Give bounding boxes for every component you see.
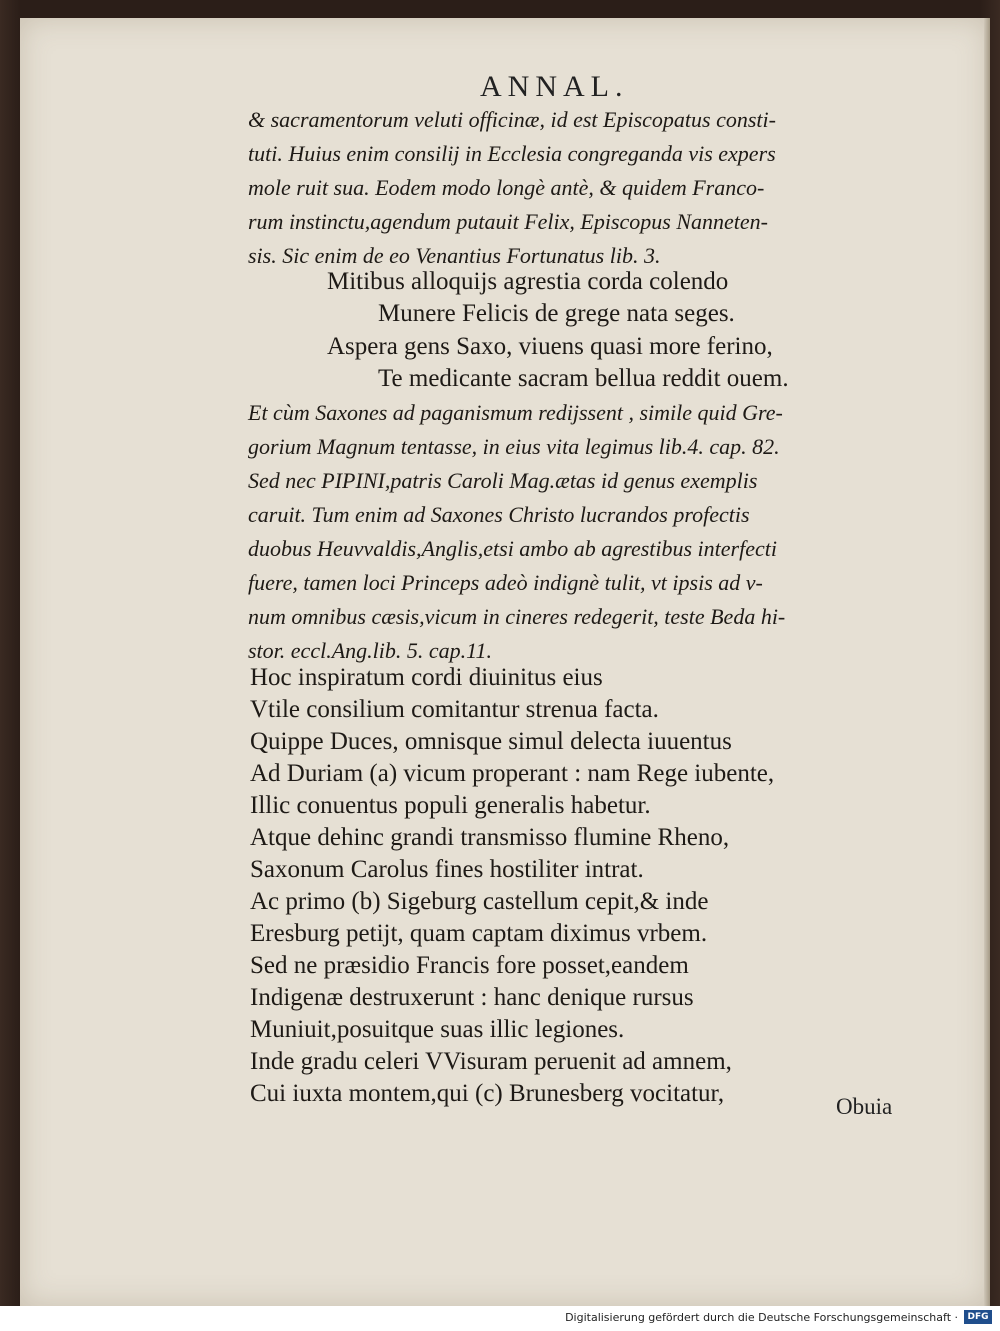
text-line: num omnibus cæsis,vicum in cineres redegerit, teste Beda hi-	[248, 604, 786, 629]
text-line: rum instinctu,agendum putauit Felix, Episcopus Nanneten-	[248, 209, 768, 234]
verse-line: Ad Duriam (a) vicum properant : nam Rege iubente,	[250, 760, 775, 787]
text-line: stor. eccl.Ang.lib. 5. cap.11.	[248, 638, 492, 663]
text-line: caruit. Tum enim ad Saxones Christo lucrandos profectis	[248, 502, 750, 527]
verse-line: Inde gradu celeri VVisuram peruenit ad amnem,	[250, 1048, 732, 1075]
text-line: duobus Heuvvaldis,Anglis,etsi ambo ab agrestibus interfecti	[248, 536, 777, 561]
text-line: tuti. Huius enim consilij in Ecclesia congreganda vis expers	[248, 141, 776, 166]
verse-line: Hoc inspiratum cordi diuinitus eius	[250, 664, 603, 691]
running-header: ANNAL.	[480, 70, 629, 103]
page-edge	[984, 18, 990, 1306]
verse-line: Atque dehinc grandi transmisso flumine Rheno,	[250, 824, 730, 851]
text-line: Et cùm Saxones ad paganismum redijssent , simile quid Gre-	[248, 400, 783, 425]
text-line: gorium Magnum tentasse, in eius vita legimus lib.4. cap. 82.	[248, 434, 780, 459]
verse-line: Indigenæ destruxerunt : hanc denique rursus	[250, 984, 694, 1011]
verse-line: Mitibus alloquijs agrestia corda colendo	[327, 268, 729, 295]
dfg-logo-icon: DFG	[964, 1310, 992, 1324]
text-line: & sacramentorum veluti officinæ, id est Episcopatus consti-	[248, 107, 776, 132]
verse-line: Munere Felicis de grege nata seges.	[378, 300, 735, 327]
verse-line: Muniuit,posuitque suas illic legiones.	[250, 1016, 625, 1043]
text-line: sis. Sic enim de eo Venantius Fortunatus lib. 3.	[248, 243, 661, 268]
verse-line: Eresburg petijt, quam captam diximus vrbem.	[250, 920, 708, 947]
catchword: Obuia	[836, 1094, 893, 1119]
verse-line: Quippe Duces, omnisque simul delecta iuuentus	[250, 728, 732, 755]
verse-line: Illic conuentus populi generalis habetur.	[250, 792, 651, 819]
verse-line: Saxonum Carolus fines hostiliter intrat.	[250, 856, 644, 883]
text-line: mole ruit sua. Eodem modo longè antè, & quidem Franco-	[248, 175, 765, 200]
verse-line: Ac primo (b) Sigeburg castellum cepit,& inde	[250, 888, 709, 915]
verse-line: Vtile consilium comitantur strenua facta.	[250, 696, 659, 723]
verse-line: Sed ne præsidio Francis fore posset,eandem	[250, 952, 689, 979]
verse-line: Cui iuxta montem,qui (c) Brunesberg vocitatur,	[250, 1080, 725, 1107]
funding-credit: Digitalisierung gefördert durch die Deutsche Forschungsgemeinschaft ·	[565, 1311, 958, 1324]
verse-line: Aspera gens Saxo, viuens quasi more ferino,	[327, 333, 773, 360]
text-line: fuere, tamen loci Princeps adeò indignè tulit, vt ipsis ad v-	[248, 570, 763, 595]
verse-line: Te medicante sacram bellua reddit ouem.	[378, 365, 789, 392]
text-line: Sed nec PIPINI,patris Caroli Mag.ætas id genus exemplis	[248, 468, 758, 493]
